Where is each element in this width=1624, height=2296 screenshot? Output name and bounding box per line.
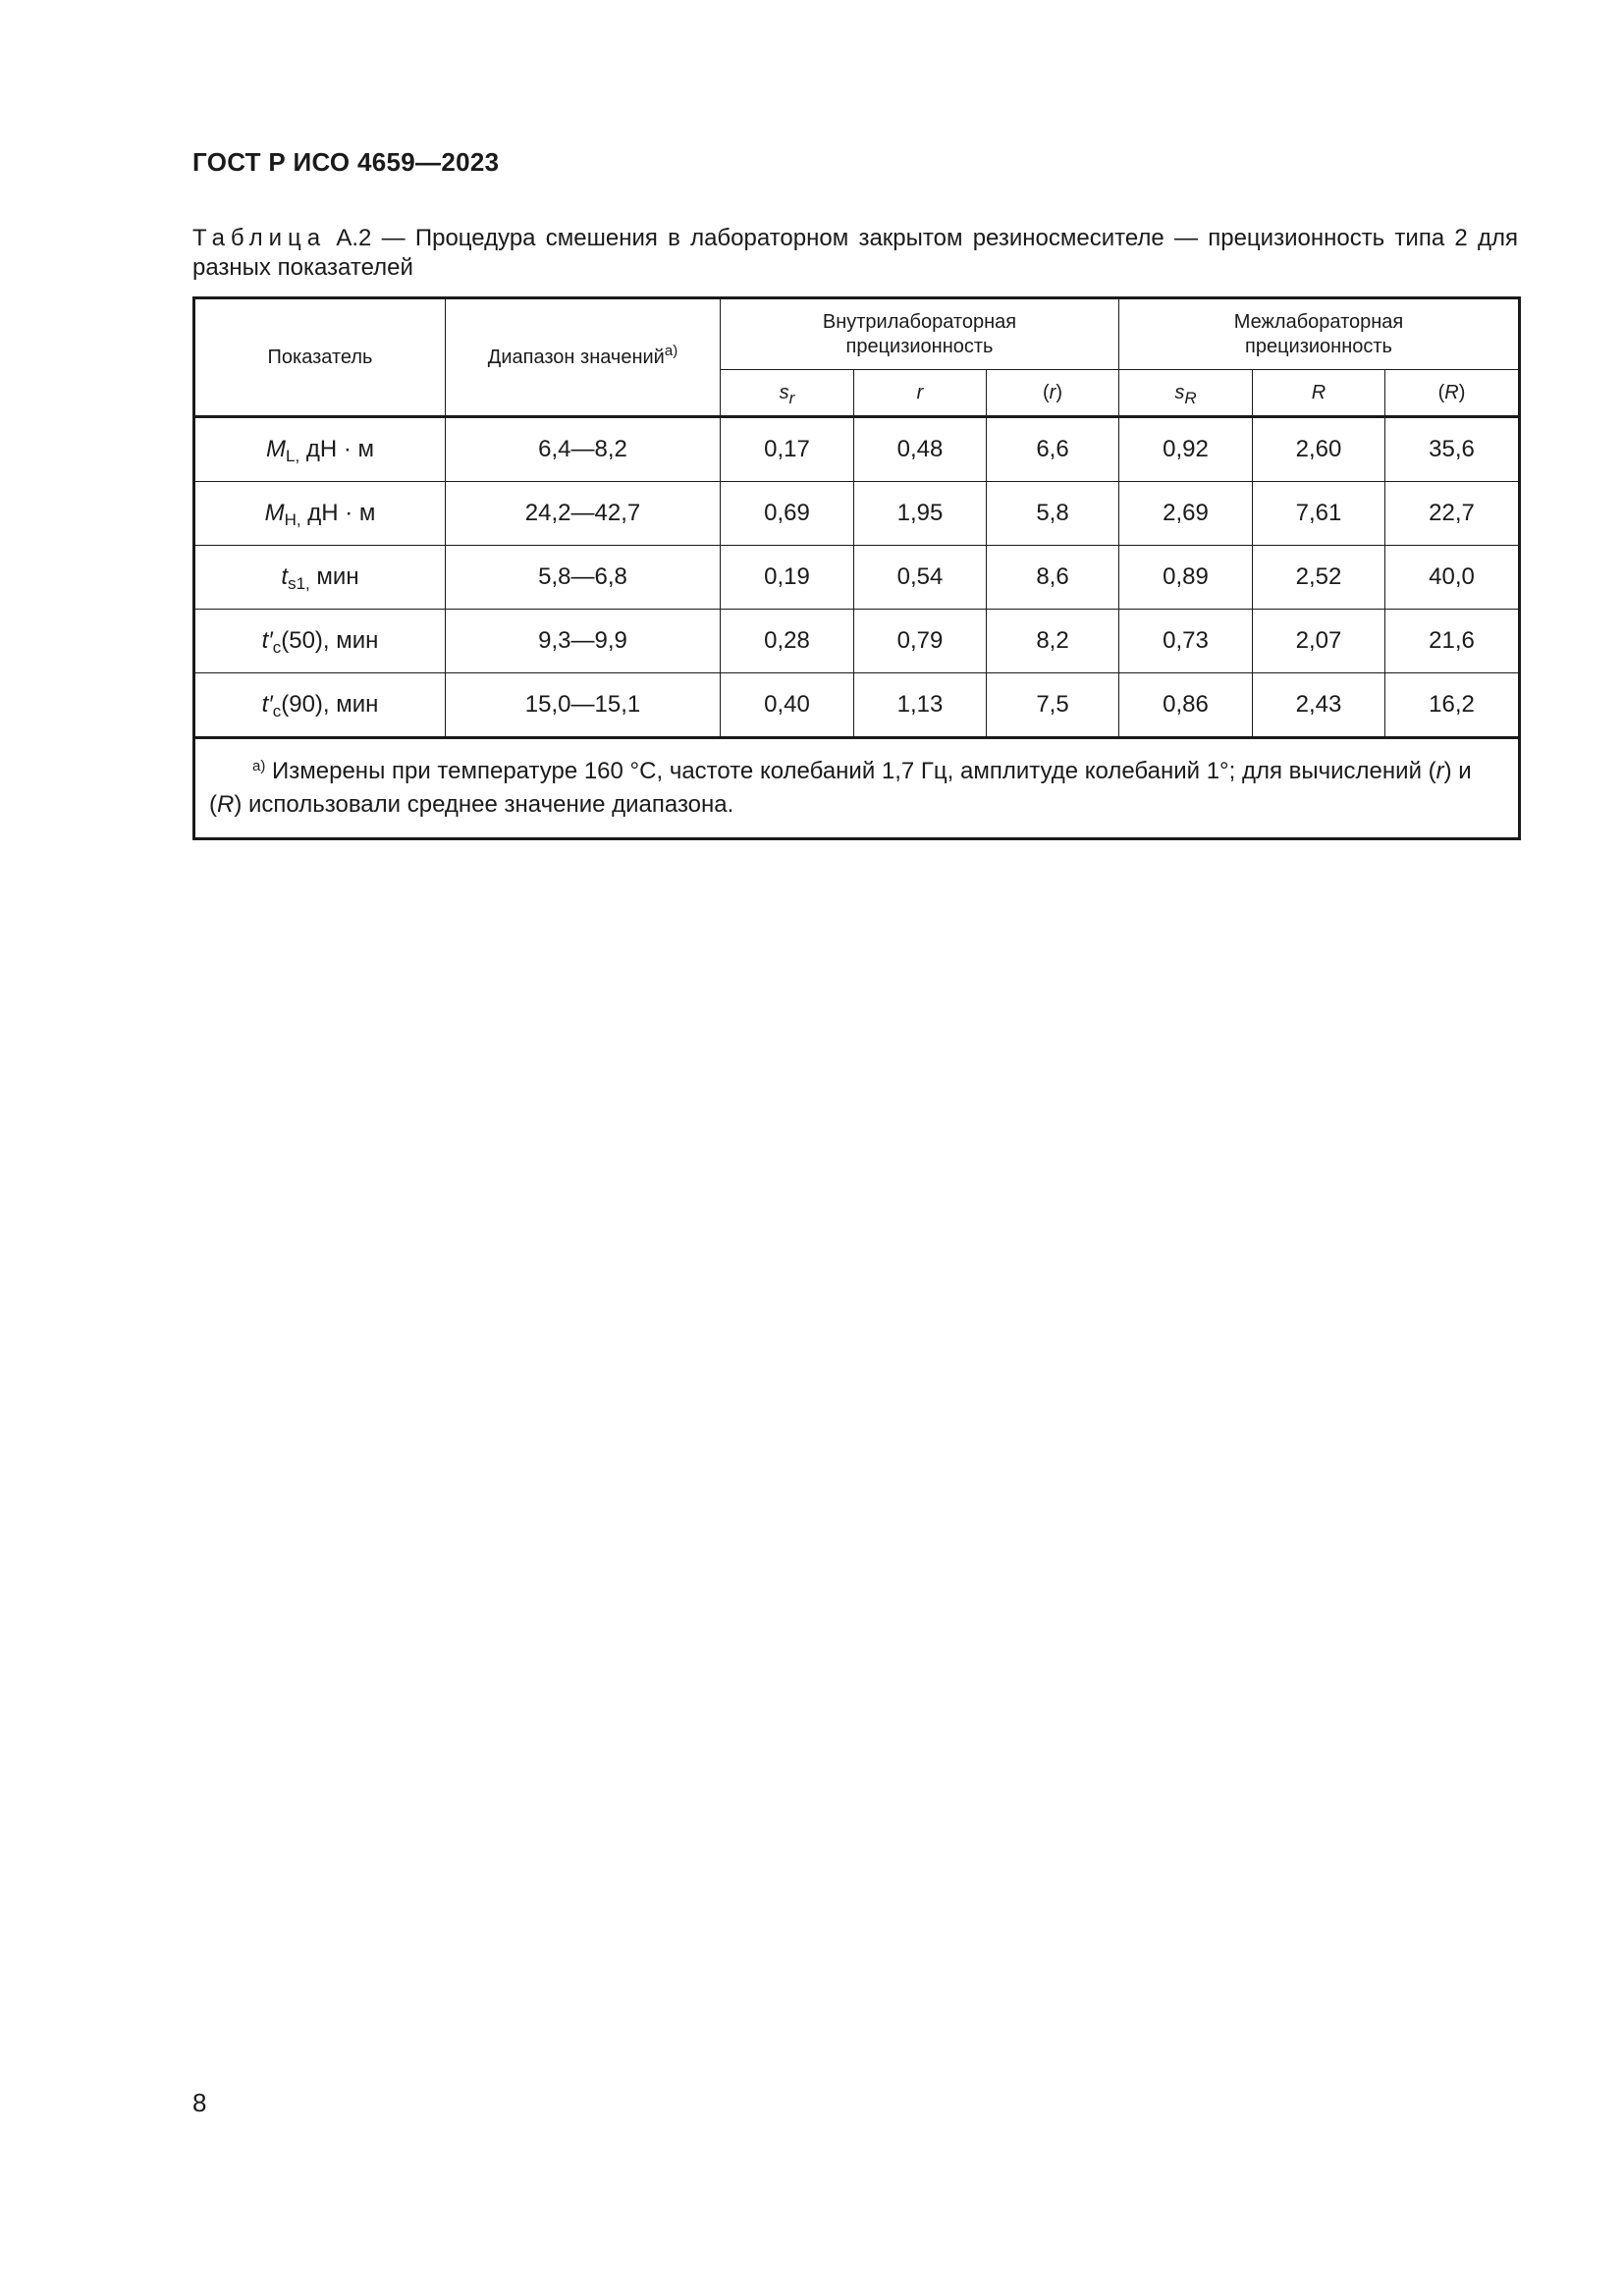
param-unit: дН · м	[300, 500, 376, 526]
cell-range: 9,3—9,9	[446, 610, 721, 673]
cell-R-relative: 35,6	[1385, 417, 1520, 482]
precision-table-container	[192, 296, 1518, 840]
param-unit: мин	[309, 563, 359, 590]
caption-text: А.2 — Процедура смешения в лабораторном закрытом резиносмесителе — прецизионность типа 2 для разных показателей	[192, 225, 1518, 281]
cell-r-relative: 7,5	[987, 673, 1119, 738]
cell-R: 2,52	[1253, 546, 1385, 610]
table-row	[194, 482, 1520, 546]
cell-r: 0,79	[854, 610, 987, 673]
param-subscript: L,	[285, 447, 300, 465]
cell-range: 6,4—8,2	[446, 417, 721, 482]
cell-sR: 0,73	[1119, 610, 1253, 673]
header-R-rel-symbol: R	[1444, 381, 1459, 403]
header-sr	[721, 370, 854, 417]
header-range	[446, 298, 721, 417]
footnote-row	[194, 738, 1520, 839]
header-R-rel-open: (	[1437, 381, 1445, 403]
param-subscript: H,	[284, 510, 301, 529]
table-row	[194, 546, 1520, 610]
table-footnote	[194, 738, 1520, 839]
cell-R: 2,43	[1253, 673, 1385, 738]
cell-R: 2,60	[1253, 417, 1385, 482]
cell-range: 5,8—6,8	[446, 546, 721, 610]
header-sr-symbol: s	[779, 381, 789, 403]
header-between-lab: Межлабораторная прецизионность	[1119, 298, 1520, 370]
footnote-symbol-R: R	[217, 791, 235, 818]
cell-r-relative: 8,6	[987, 546, 1119, 610]
cell-parameter	[194, 610, 446, 673]
param-unit: (50), мин	[281, 627, 379, 654]
cell-R-relative: 22,7	[1385, 482, 1520, 546]
cell-R-relative: 21,6	[1385, 610, 1520, 673]
footnote-text-3: ) использовали среднее значение диапазона.	[234, 791, 734, 818]
cell-r: 0,48	[854, 417, 987, 482]
header-r-rel-close: )	[1056, 381, 1062, 403]
cell-R-relative: 40,0	[1385, 546, 1520, 610]
footnote-mark: a)	[252, 758, 266, 774]
header-r-rel-open: (	[1042, 381, 1050, 403]
header-R: R	[1253, 370, 1385, 417]
table-row	[194, 673, 1520, 738]
cell-range: 15,0—15,1	[446, 673, 721, 738]
header-r: r	[854, 370, 987, 417]
table-row	[194, 417, 1520, 482]
cell-r: 0,54	[854, 546, 987, 610]
footnote-symbol-r: r	[1435, 758, 1444, 784]
param-symbol: M	[264, 500, 285, 526]
cell-sr: 0,17	[721, 417, 854, 482]
header-within-lab: Внутрилабораторная прецизионность	[721, 298, 1119, 370]
header-r-relative	[987, 370, 1119, 417]
cell-sR: 2,69	[1119, 482, 1253, 546]
header-r-rel-symbol: r	[1049, 381, 1056, 403]
footnote-text-2: ) и (	[209, 758, 1472, 818]
header-sR-symbol: s	[1174, 381, 1185, 403]
cell-r-relative: 5,8	[987, 482, 1119, 546]
header-parameter: Показатель	[194, 298, 446, 417]
param-symbol: t′	[261, 627, 273, 654]
caption-label: Таблица	[192, 225, 327, 251]
cell-r-relative: 6,6	[987, 417, 1119, 482]
cell-sR: 0,92	[1119, 417, 1253, 482]
cell-r-relative: 8,2	[987, 610, 1119, 673]
header-sR-sub: R	[1184, 388, 1197, 407]
cell-r: 1,95	[854, 482, 987, 546]
precision-table	[192, 296, 1521, 840]
cell-sR: 0,89	[1119, 546, 1253, 610]
cell-R-relative: 16,2	[1385, 673, 1520, 738]
param-subscript: c	[272, 638, 282, 657]
footnote-text-1: Измерены при температуре 160 °C, частоте колебаний 1,7 Гц, амплитуде колебаний 1°; для вычислений (	[265, 758, 1436, 784]
cell-sr: 0,28	[721, 610, 854, 673]
table-caption	[192, 224, 1518, 283]
cell-parameter	[194, 673, 446, 738]
cell-parameter	[194, 482, 446, 546]
header-sR	[1119, 370, 1253, 417]
param-unit: (90), мин	[281, 691, 379, 718]
page-number: 8	[192, 2088, 207, 2117]
header-sr-sub: r	[788, 388, 795, 407]
header-R-rel-close: )	[1458, 381, 1466, 403]
param-symbol: t′	[261, 691, 273, 718]
cell-parameter	[194, 546, 446, 610]
param-symbol: t	[281, 563, 289, 590]
param-symbol: M	[265, 436, 286, 462]
cell-sr: 0,40	[721, 673, 854, 738]
table-row	[194, 610, 1520, 673]
cell-parameter	[194, 417, 446, 482]
param-unit: дН · м	[299, 436, 375, 462]
cell-r: 1,13	[854, 673, 987, 738]
header-R-relative	[1385, 370, 1520, 417]
cell-sr: 0,69	[721, 482, 854, 546]
header-range-footnote-mark: a)	[664, 342, 678, 359]
cell-range: 24,2—42,7	[446, 482, 721, 546]
document-header: ГОСТ Р ИСО 4659—2023	[192, 147, 500, 177]
cell-sr: 0,19	[721, 546, 854, 610]
cell-sR: 0,86	[1119, 673, 1253, 738]
param-subscript: c	[272, 702, 282, 721]
cell-R: 7,61	[1253, 482, 1385, 546]
param-subscript: s1,	[288, 574, 310, 593]
cell-R: 2,07	[1253, 610, 1385, 673]
header-row-top	[194, 298, 1520, 370]
header-range-label: Диапазон значений	[487, 346, 665, 368]
